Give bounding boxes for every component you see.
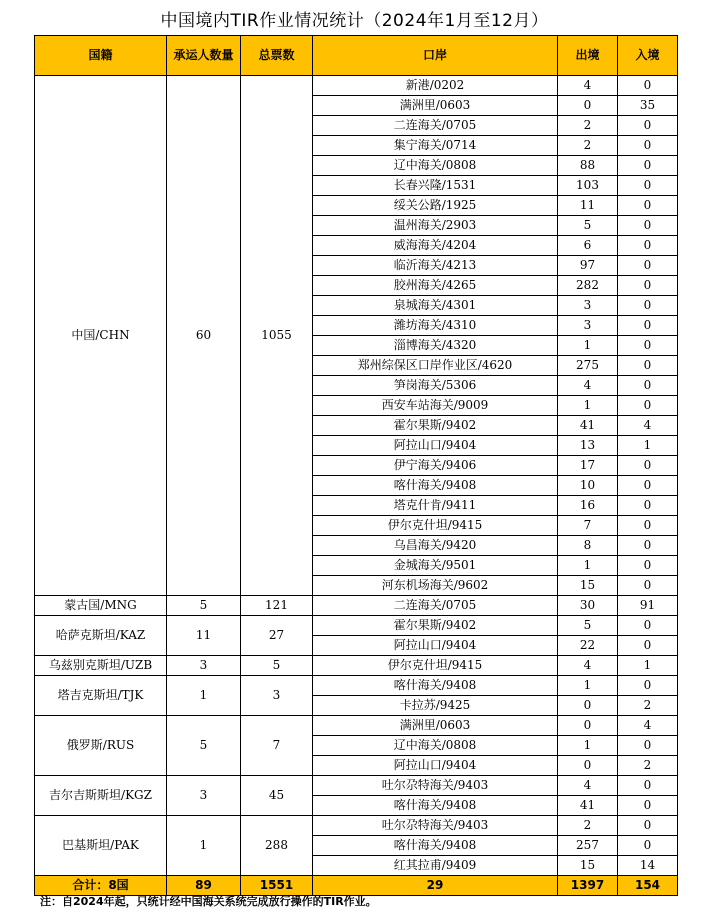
table-row	[35, 656, 678, 676]
nationality-cell: 巴基斯坦/PAK	[35, 816, 167, 876]
port-cell: 喀什海关/9408	[313, 836, 558, 856]
entry-cell: 0	[618, 796, 678, 816]
exit-cell: 0	[558, 696, 618, 716]
table-row	[35, 596, 678, 616]
entry-cell: 0	[618, 616, 678, 636]
entry-cell: 0	[618, 316, 678, 336]
table-row	[35, 676, 678, 696]
port-cell: 霍尔果斯/9402	[313, 416, 558, 436]
exit-cell: 88	[558, 156, 618, 176]
tir-statistics-table	[34, 35, 678, 896]
table-row	[35, 816, 678, 836]
port-cell: 卡拉苏/9425	[313, 696, 558, 716]
entry-cell: 0	[618, 156, 678, 176]
port-cell: 塔克什肯/9411	[313, 496, 558, 516]
entry-cell: 0	[618, 116, 678, 136]
entry-cell: 0	[618, 576, 678, 596]
entry-cell: 14	[618, 856, 678, 876]
entry-cell: 0	[618, 396, 678, 416]
entry-cell: 0	[618, 816, 678, 836]
carriers-cell: 3	[167, 776, 241, 816]
port-cell: 满洲里/0603	[313, 96, 558, 116]
entry-cell: 0	[618, 136, 678, 156]
entry-cell: 0	[618, 776, 678, 796]
entry-cell: 1	[618, 656, 678, 676]
nationality-cell: 吉尔吉斯斯坦/KGZ	[35, 776, 167, 816]
header-total-tickets: 总票数	[241, 36, 313, 76]
totals-exit: 1397	[558, 876, 618, 896]
port-cell: 红其拉甫/9409	[313, 856, 558, 876]
nationality-cell: 中国/CHN	[35, 76, 167, 596]
table-row	[35, 76, 678, 96]
exit-cell: 0	[558, 96, 618, 116]
port-cell: 胶州海关/4265	[313, 276, 558, 296]
exit-cell: 2	[558, 116, 618, 136]
entry-cell: 0	[618, 636, 678, 656]
exit-cell: 1	[558, 336, 618, 356]
entry-cell: 0	[618, 676, 678, 696]
exit-cell: 103	[558, 176, 618, 196]
header-exit: 出境	[558, 36, 618, 76]
exit-cell: 8	[558, 536, 618, 556]
total-tickets-cell: 121	[241, 596, 313, 616]
port-cell: 郑州综保区口岸作业区/4620	[313, 356, 558, 376]
port-cell: 乌昌海关/9420	[313, 536, 558, 556]
exit-cell: 0	[558, 756, 618, 776]
entry-cell: 0	[618, 456, 678, 476]
entry-cell: 35	[618, 96, 678, 116]
port-cell: 满洲里/0603	[313, 716, 558, 736]
port-cell: 淄博海关/4320	[313, 336, 558, 356]
page-title: 中国境内TIR作业情况统计（2024年1月至12月）	[160, 11, 549, 31]
total-tickets-cell: 1055	[241, 76, 313, 596]
port-cell: 阿拉山口/9404	[313, 636, 558, 656]
entry-cell: 0	[618, 276, 678, 296]
carriers-cell: 5	[167, 596, 241, 616]
total-tickets-cell: 288	[241, 816, 313, 876]
port-cell: 河东机场海关/9602	[313, 576, 558, 596]
nationality-cell: 乌兹别克斯坦/UZB	[35, 656, 167, 676]
header-row	[35, 36, 678, 76]
header-carriers: 承运人数量	[167, 36, 241, 76]
exit-cell: 257	[558, 836, 618, 856]
entry-cell: 91	[618, 596, 678, 616]
exit-cell: 1	[558, 396, 618, 416]
exit-cell: 15	[558, 576, 618, 596]
exit-cell: 1	[558, 736, 618, 756]
carriers-cell: 1	[167, 816, 241, 876]
exit-cell: 17	[558, 456, 618, 476]
carriers-cell: 11	[167, 616, 241, 656]
table-body	[35, 76, 678, 876]
nationality-cell: 蒙古国/MNG	[35, 596, 167, 616]
total-tickets-cell: 3	[241, 676, 313, 716]
port-cell: 伊尔克什坦/9415	[313, 516, 558, 536]
entry-cell: 0	[618, 336, 678, 356]
entry-cell: 0	[618, 836, 678, 856]
entry-cell: 0	[618, 476, 678, 496]
port-cell: 辽中海关/0808	[313, 156, 558, 176]
exit-cell: 2	[558, 136, 618, 156]
entry-cell: 2	[618, 756, 678, 776]
nationality-cell: 哈萨克斯坦/KAZ	[35, 616, 167, 656]
port-cell: 吐尔尕特海关/9403	[313, 816, 558, 836]
port-cell: 喀什海关/9408	[313, 476, 558, 496]
entry-cell: 0	[618, 196, 678, 216]
carriers-cell: 60	[167, 76, 241, 596]
entry-cell: 0	[618, 376, 678, 396]
entry-cell: 0	[618, 176, 678, 196]
carriers-cell: 5	[167, 716, 241, 776]
port-cell: 二连海关/0705	[313, 596, 558, 616]
totals-label: 合计：8国	[35, 876, 167, 896]
port-cell: 潍坊海关/4310	[313, 316, 558, 336]
port-cell: 阿拉山口/9404	[313, 436, 558, 456]
carriers-cell: 3	[167, 656, 241, 676]
exit-cell: 4	[558, 376, 618, 396]
entry-cell: 0	[618, 516, 678, 536]
port-cell: 金城海关/9501	[313, 556, 558, 576]
port-cell: 集宁海关/0714	[313, 136, 558, 156]
entry-cell: 0	[618, 556, 678, 576]
carriers-cell: 1	[167, 676, 241, 716]
header-port: 口岸	[313, 36, 558, 76]
port-cell: 笋岗海关/5306	[313, 376, 558, 396]
exit-cell: 1	[558, 556, 618, 576]
entry-cell: 4	[618, 716, 678, 736]
exit-cell: 22	[558, 636, 618, 656]
exit-cell: 4	[558, 76, 618, 96]
totals-carriers: 89	[167, 876, 241, 896]
port-cell: 西安车站海关/9009	[313, 396, 558, 416]
exit-cell: 41	[558, 796, 618, 816]
entry-cell: 0	[618, 256, 678, 276]
port-cell: 辽中海关/0808	[313, 736, 558, 756]
entry-cell: 1	[618, 436, 678, 456]
exit-cell: 5	[558, 216, 618, 236]
exit-cell: 1	[558, 676, 618, 696]
entry-cell: 0	[618, 76, 678, 96]
nationality-cell: 塔吉克斯坦/TJK	[35, 676, 167, 716]
entry-cell: 2	[618, 696, 678, 716]
footnote: 注：自2024年起，只统计经中国海关系统完成放行操作的TIR作业。	[40, 895, 377, 908]
exit-cell: 7	[558, 516, 618, 536]
port-cell: 威海海关/4204	[313, 236, 558, 256]
total-tickets-cell: 5	[241, 656, 313, 676]
exit-cell: 97	[558, 256, 618, 276]
port-cell: 喀什海关/9408	[313, 796, 558, 816]
header-nationality: 国籍	[35, 36, 167, 76]
totals-tickets: 1551	[241, 876, 313, 896]
port-cell: 临沂海关/4213	[313, 256, 558, 276]
port-cell: 霍尔果斯/9402	[313, 616, 558, 636]
exit-cell: 3	[558, 316, 618, 336]
exit-cell: 11	[558, 196, 618, 216]
entry-cell: 0	[618, 236, 678, 256]
exit-cell: 2	[558, 816, 618, 836]
exit-cell: 41	[558, 416, 618, 436]
exit-cell: 282	[558, 276, 618, 296]
totals-entry: 154	[618, 876, 678, 896]
entry-cell: 0	[618, 356, 678, 376]
port-cell: 新港/0202	[313, 76, 558, 96]
exit-cell: 5	[558, 616, 618, 636]
port-cell: 长春兴隆/1531	[313, 176, 558, 196]
table-row	[35, 716, 678, 736]
exit-cell: 4	[558, 776, 618, 796]
totals-ports: 29	[313, 876, 558, 896]
exit-cell: 10	[558, 476, 618, 496]
exit-cell: 6	[558, 236, 618, 256]
exit-cell: 4	[558, 656, 618, 676]
entry-cell: 0	[618, 736, 678, 756]
exit-cell: 16	[558, 496, 618, 516]
nationality-cell: 俄罗斯/RUS	[35, 716, 167, 776]
exit-cell: 13	[558, 436, 618, 456]
entry-cell: 0	[618, 496, 678, 516]
entry-cell: 0	[618, 536, 678, 556]
port-cell: 喀什海关/9408	[313, 676, 558, 696]
port-cell: 绥关公路/1925	[313, 196, 558, 216]
exit-cell: 30	[558, 596, 618, 616]
entry-cell: 0	[618, 216, 678, 236]
exit-cell: 0	[558, 716, 618, 736]
table-row	[35, 616, 678, 636]
total-tickets-cell: 27	[241, 616, 313, 656]
total-tickets-cell: 7	[241, 716, 313, 776]
total-tickets-cell: 45	[241, 776, 313, 816]
port-cell: 温州海关/2903	[313, 216, 558, 236]
port-cell: 吐尔尕特海关/9403	[313, 776, 558, 796]
exit-cell: 15	[558, 856, 618, 876]
port-cell: 伊尔克什坦/9415	[313, 656, 558, 676]
port-cell: 阿拉山口/9404	[313, 756, 558, 776]
table-row	[35, 776, 678, 796]
entry-cell: 4	[618, 416, 678, 436]
port-cell: 二连海关/0705	[313, 116, 558, 136]
header-entry: 入境	[618, 36, 678, 76]
entry-cell: 0	[618, 296, 678, 316]
port-cell: 泉城海关/4301	[313, 296, 558, 316]
port-cell: 伊宁海关/9406	[313, 456, 558, 476]
exit-cell: 275	[558, 356, 618, 376]
exit-cell: 3	[558, 296, 618, 316]
